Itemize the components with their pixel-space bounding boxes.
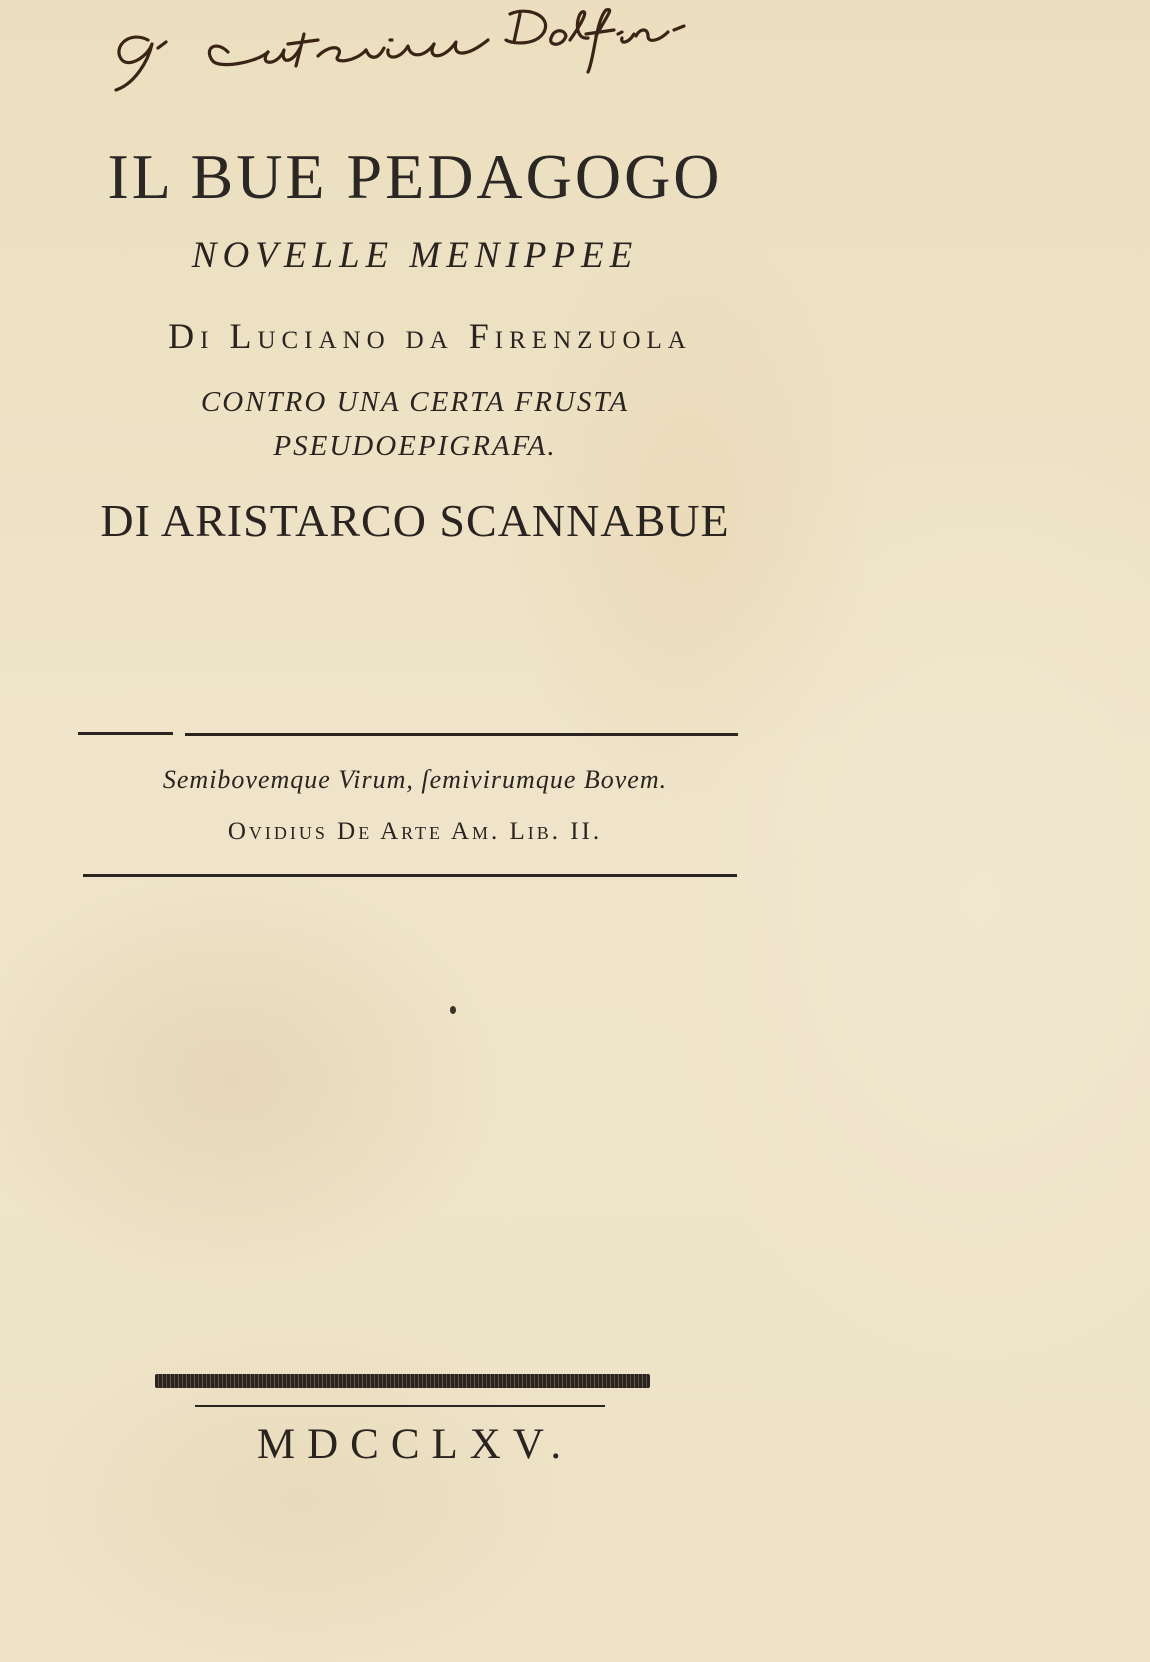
- contro-line: CONTRO UNA CERTA FRUSTA: [200, 386, 630, 418]
- author-line: Di Luciano da Firenzuola: [168, 316, 692, 356]
- signature-ink: [108, 0, 698, 95]
- pseudoepigrafa-line: PSEUDOEPIGRAFA.: [273, 430, 557, 462]
- by-line: DI ARISTARCO SCANNABUE: [100, 495, 730, 546]
- thin-rule: [195, 1405, 605, 1407]
- divider-top: [185, 733, 738, 736]
- handwritten-signature: [108, 0, 698, 95]
- imprint-date: MDCCLXV.: [256, 1421, 574, 1468]
- subtitle: NOVELLE MENIPPEE: [191, 235, 639, 276]
- thick-rule: [155, 1374, 650, 1388]
- epigraph-motto: Semibovemque Virum, ſemivirumque Bovem.: [162, 765, 668, 794]
- main-title: IL BUE PEDAGOGO: [107, 141, 723, 212]
- divider-bottom: [83, 874, 737, 877]
- divider-top-left: [78, 732, 173, 735]
- ornament-dot: [450, 1006, 456, 1014]
- epigraph-source: Ovidius De Arte Am. Lib. II.: [227, 818, 603, 845]
